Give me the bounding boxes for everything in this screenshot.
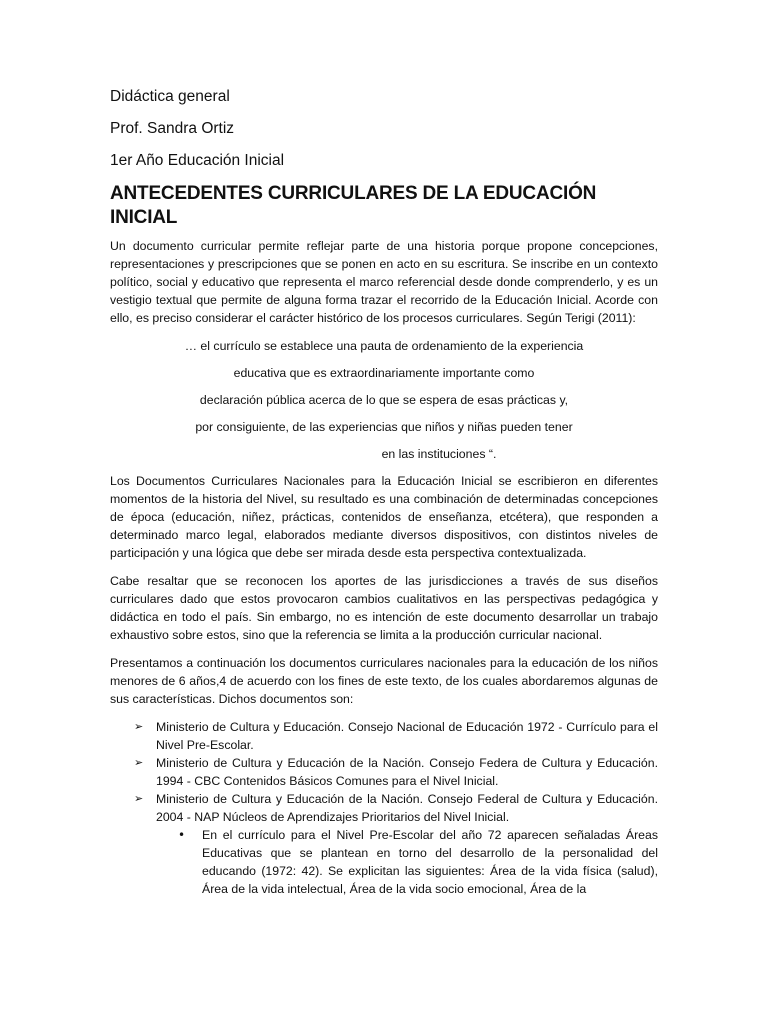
dot-bullet-icon: • xyxy=(178,828,186,842)
list-item xyxy=(134,754,658,790)
quote-line: en las instituciones “. xyxy=(381,447,497,461)
list-item-text: En el currículo para el Nivel Pre-Escolar del año 72 aparecen señaladas Áreas Educativas que se plantean en torno del desarrollo de la personalidad del educando (1972: 42). Se explicitan las siguientes: Área de la vida física (salud), Área de la vida intelectual, Área de la vida socio emocional, Área de la xyxy=(202,828,658,896)
list-item-text: Ministerio de Cultura y Educación de la Nación. Consejo Federal de Cultura y Educación. 2004 - NAP Núcleos de Aprendizajes Prioritarios del Nivel Inicial. xyxy=(156,792,658,824)
aportes-paragraph: Cabe resaltar que se reconocen los aportes de las jurisdicciones a través de sus diseños curriculares dado que estos provocaron cambios cualitativos en las perspectivas pedagógica y didáctica en todo el país. Sin embargo, no es intención de este documento desarrollar un trabajo exhaustivo sobre estos, sino que la referencia se limita a la producción curricular nacional. xyxy=(110,574,658,642)
document-body xyxy=(110,86,658,910)
documentos-paragraph: Los Documentos Curriculares Nacionales para la Educación Inicial se escribieron en diferentes momentos de la historia del Nivel, su resultado es una combinación de determinadas concepciones de época (educación, niñez, prácticas, contenidos de enseñanza, etcétera), que responden a determinado marco legal, elaborados mediante diversos dispositivos, con distintos niveles de participación y una lógica que debe ser mirada desde esta perspectiva contextualizada. xyxy=(110,474,658,560)
list-item xyxy=(134,790,658,826)
list-item xyxy=(134,718,658,754)
course-name: Didáctica general xyxy=(110,88,230,105)
quote-line: … el currículo se establece una pauta de ordenamiento de la experiencia xyxy=(184,339,584,353)
documents-list xyxy=(110,718,658,826)
intro-paragraph: Un documento curricular permite reflejar parte de una historia porque propone concepciones, representaciones y prescripciones que se ponen en acto en su escritura. Se inscribe en un contexto político, social y educativo que representa el marco referencial desde donde comprenderlo, y es un vestigio textual que permite de alguna forma trazar el recorrido de la Educación Inicial. Acorde con ello, es preciso considerar el carácter histórico de los procesos curriculares. Según Terigi (2011): xyxy=(110,239,658,325)
arrow-bullet-icon: ➢ xyxy=(134,720,144,733)
document-title: ANTECEDENTES CURRICULARES DE LA EDUCACIÓN INICIAL xyxy=(110,183,597,228)
arrow-bullet-icon: ➢ xyxy=(134,756,144,769)
course-year: 1er Año Educación Inicial xyxy=(110,152,285,169)
professor-name: Prof. Sandra Ortiz xyxy=(110,120,235,137)
quote-line: por consiguiente, de las experiencias que niños y niñas pueden tener xyxy=(195,420,573,434)
quote-line: educativa que es extraordinariamente importante como xyxy=(233,366,535,380)
terigi-quote xyxy=(110,337,658,463)
detail-list xyxy=(110,826,658,910)
list-item xyxy=(178,826,658,910)
presentamos-paragraph: Presentamos a continuación los documentos curriculares nacionales para la educación de los niños menores de 6 años,4 de acuerdo con los fines de este texto, de los cuales abordaremos algunas de sus características. Dichos documentos son: xyxy=(110,656,658,706)
quote-line: declaración pública acerca de lo que se espera de esas prácticas y, xyxy=(199,393,569,407)
list-item-text: Ministerio de Cultura y Educación. Consejo Nacional de Educación 1972 - Currículo para el Nivel Pre-Escolar. xyxy=(156,720,658,752)
list-item-window xyxy=(202,826,658,910)
arrow-bullet-icon: ➢ xyxy=(134,792,144,805)
list-item-text: Ministerio de Cultura y Educación de la Nación. Consejo Federa de Cultura y Educación. 1994 - CBC Contenidos Básicos Comunes para el Nivel Inicial. xyxy=(156,756,658,788)
